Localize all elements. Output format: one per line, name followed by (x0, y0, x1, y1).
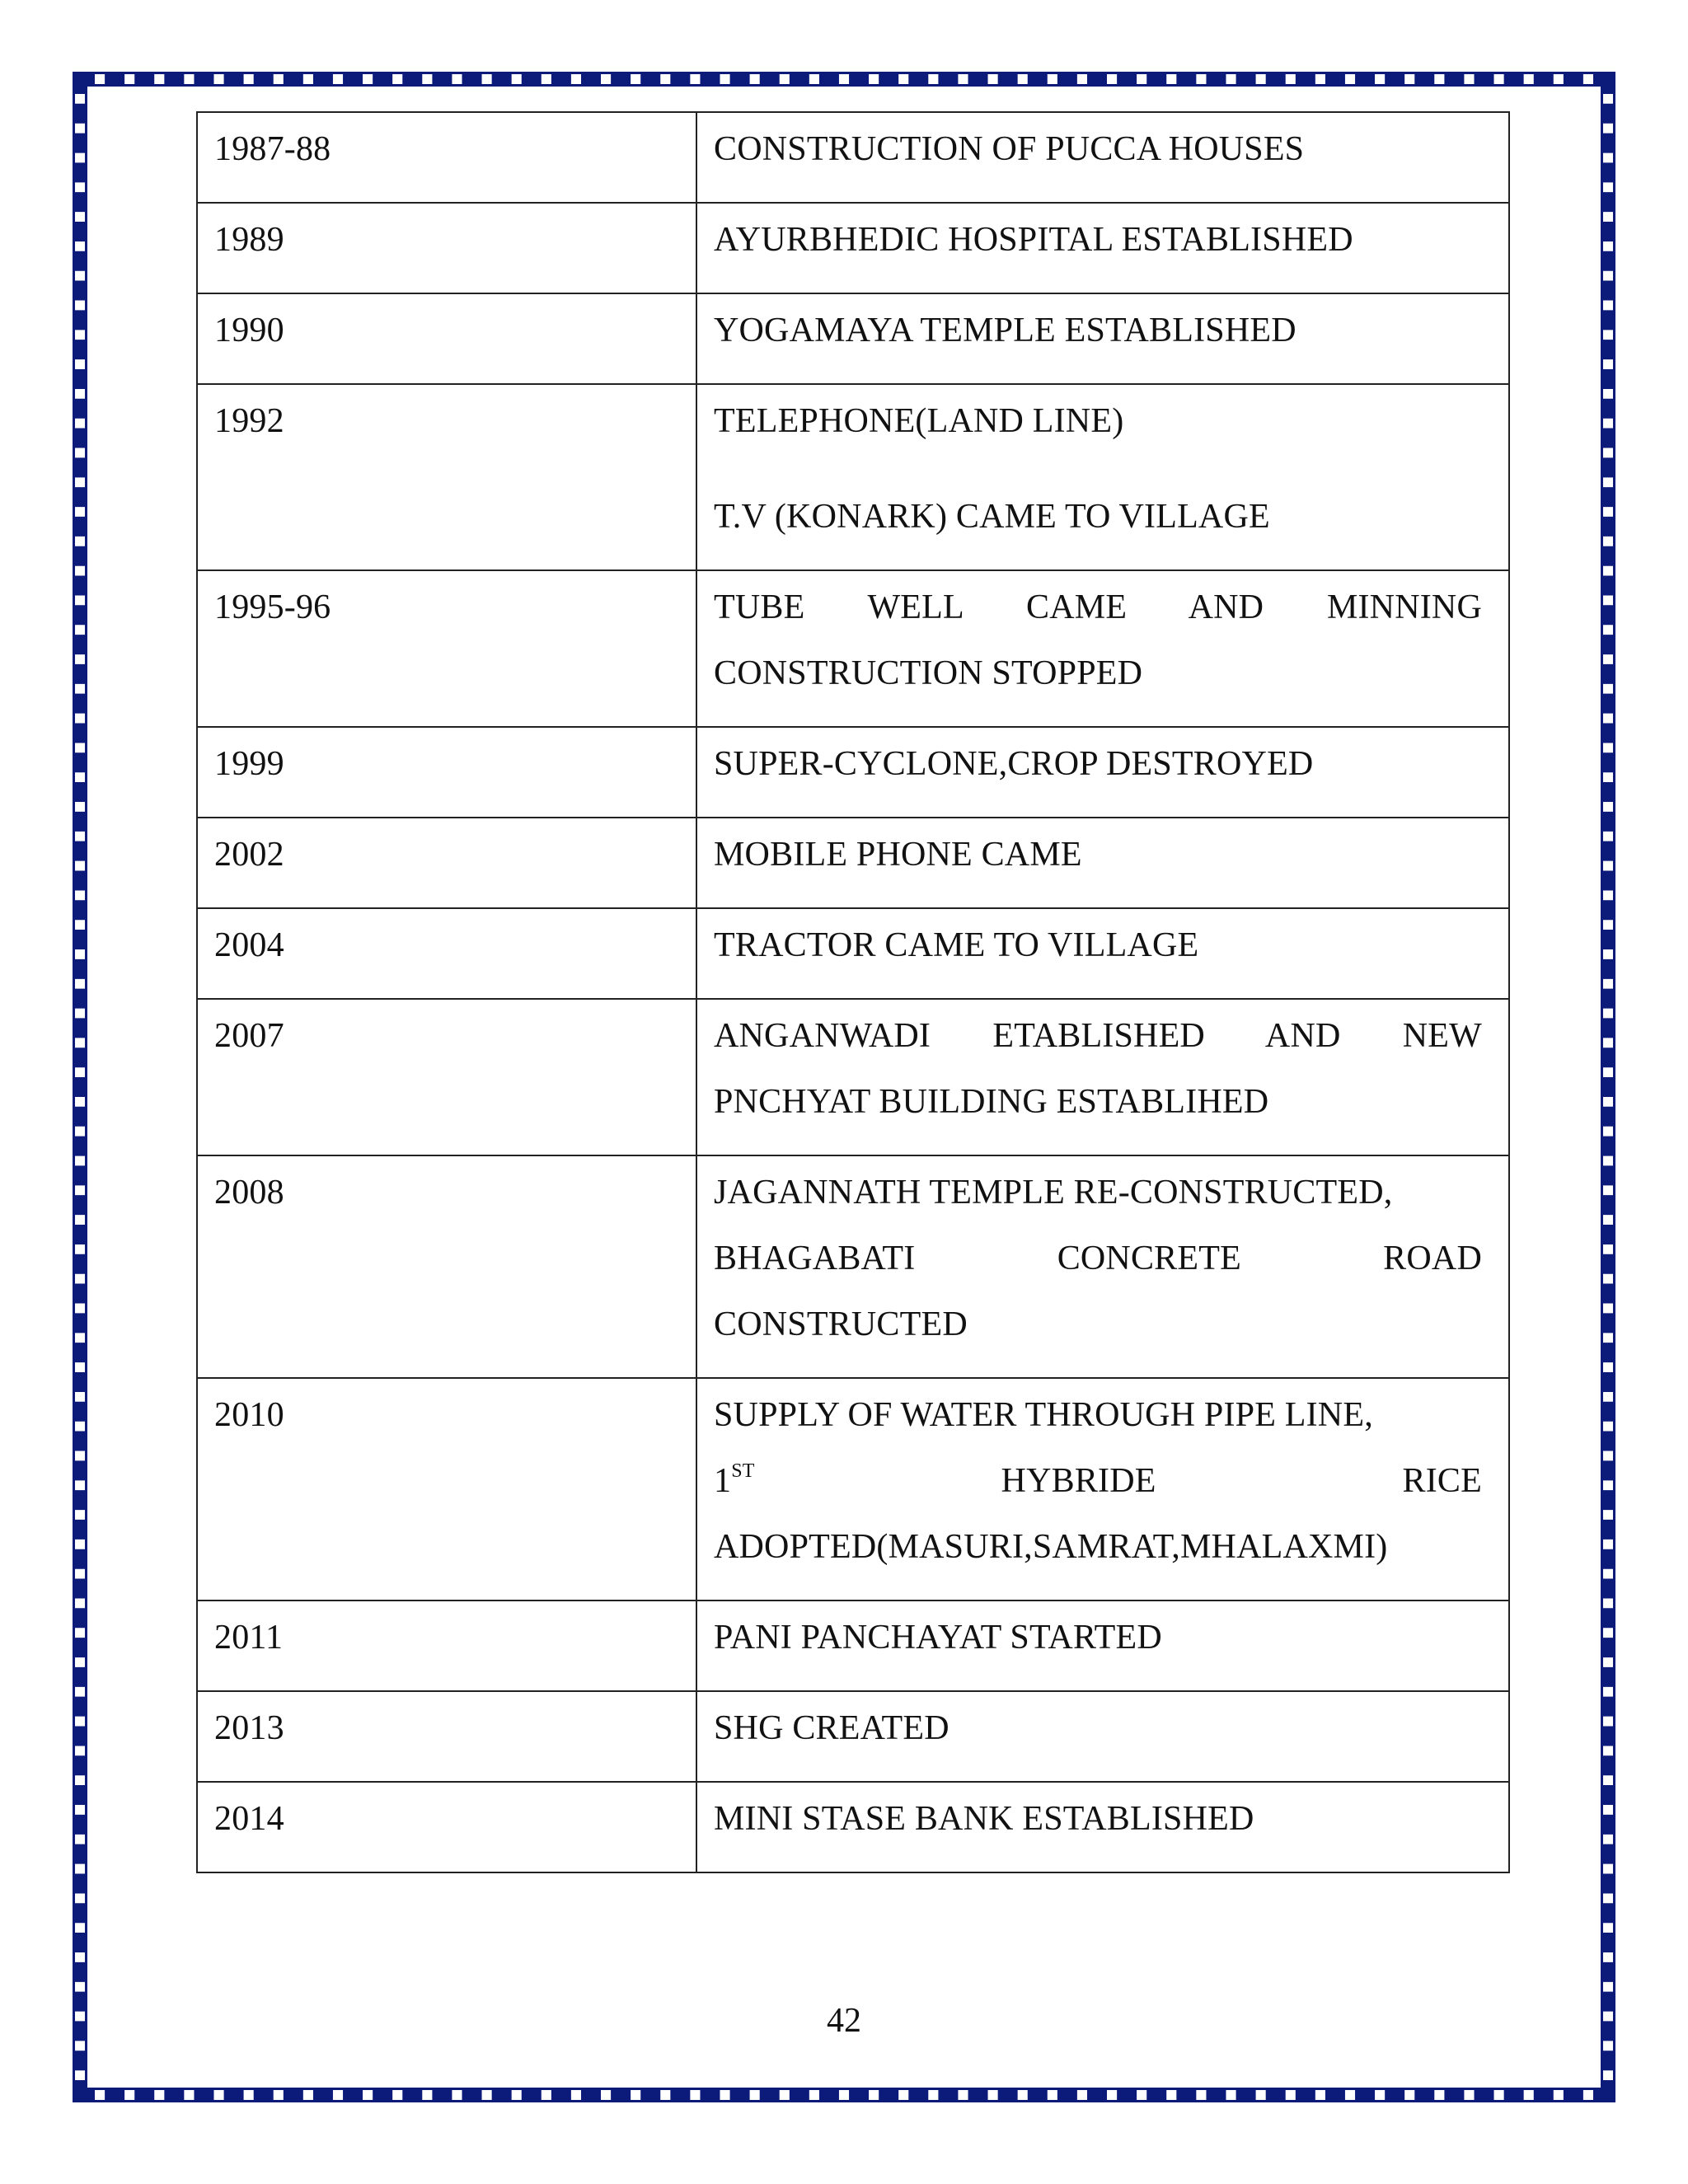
year-cell: 1990 (197, 293, 696, 384)
event-cell (696, 203, 1509, 293)
ordinal-suffix: ST (731, 1460, 755, 1482)
table-row (197, 1782, 1509, 1872)
event-text: MINI STASE BANK ESTABLISHED (714, 1800, 1254, 1838)
table-row (197, 999, 1509, 1155)
event-text: SUPPLY OF WATER THROUGH PIPE LINE, (714, 1396, 1373, 1434)
year-cell: 1989 (197, 203, 696, 293)
table-row (197, 727, 1509, 818)
event-text: CONSTRUCTION STOPPED (714, 654, 1143, 692)
event-cell (696, 1601, 1509, 1691)
year-cell: 1995-96 (197, 570, 696, 727)
year-cell: 2010 (197, 1378, 696, 1601)
ordinal-number: 1 (714, 1462, 732, 1500)
event-text: AYURBHEDIC HOSPITAL ESTABLISHED (714, 221, 1353, 259)
event-text: ANGANWADI ETABLISHED AND NEW (714, 1017, 1482, 1055)
event-text: YOGAMAYA TEMPLE ESTABLISHED (714, 312, 1296, 349)
event-text: BHAGABATI CONCRETE ROAD (714, 1240, 1482, 1277)
table-row (197, 570, 1509, 727)
event-text: TUBE WELL CAME AND MINNING (714, 588, 1482, 626)
event-text: TELEPHONE(LAND LINE) (714, 402, 1124, 440)
table-row (197, 112, 1509, 203)
page-number: 42 (827, 2002, 861, 2040)
table-row (197, 293, 1509, 384)
table-row (197, 384, 1509, 570)
year-cell: 2007 (197, 999, 696, 1155)
table-row (197, 1155, 1509, 1378)
event-text: CONSTRUCTED (714, 1305, 968, 1343)
timeline-table (196, 111, 1510, 1873)
event-text: SHG CREATED (714, 1709, 950, 1747)
year-cell: 2002 (197, 818, 696, 908)
table-row (197, 1378, 1509, 1601)
year-cell: 2011 (197, 1601, 696, 1691)
event-cell (696, 1378, 1509, 1601)
year-cell: 1987-88 (197, 112, 696, 203)
table-row (197, 1601, 1509, 1691)
event-cell (696, 570, 1509, 727)
event-cell (696, 999, 1509, 1155)
event-text: JAGANNATH TEMPLE RE-CONSTRUCTED, (714, 1174, 1393, 1212)
event-text: MOBILE PHONE CAME (714, 836, 1082, 874)
event-text: HYBRIDE RICE (1001, 1462, 1482, 1500)
year-cell: 1992 (197, 384, 696, 570)
event-cell (696, 727, 1509, 818)
event-cell (696, 1155, 1509, 1378)
table-row (197, 1691, 1509, 1782)
year-cell: 1999 (197, 727, 696, 818)
year-cell: 2008 (197, 1155, 696, 1378)
event-cell (696, 384, 1509, 570)
table-row (197, 203, 1509, 293)
event-text: SUPER-CYCLONE,CROP DESTROYED (714, 745, 1314, 783)
event-cell (696, 1782, 1509, 1872)
year-cell: 2004 (197, 908, 696, 999)
year-cell: 2014 (197, 1782, 696, 1872)
event-cell (696, 1691, 1509, 1782)
event-text-ordinal-line (714, 1448, 1482, 1514)
event-text: TRACTOR CAME TO VILLAGE (714, 926, 1199, 964)
event-text: T.V (KONARK) CAME TO VILLAGE (714, 498, 1270, 536)
event-text: CONSTRUCTION OF PUCCA HOUSES (714, 130, 1305, 168)
event-cell (696, 293, 1509, 384)
event-cell (696, 908, 1509, 999)
event-cell (696, 112, 1509, 203)
year-cell: 2013 (197, 1691, 696, 1782)
event-text: PNCHYAT BUILDING ESTABLIHED (714, 1083, 1269, 1121)
table-row (197, 818, 1509, 908)
table-row (197, 908, 1509, 999)
event-text: ADOPTED(MASURI,SAMRAT,MHALAXMI) (714, 1528, 1388, 1566)
event-text: PANI PANCHAYAT STARTED (714, 1619, 1162, 1657)
event-cell (696, 818, 1509, 908)
